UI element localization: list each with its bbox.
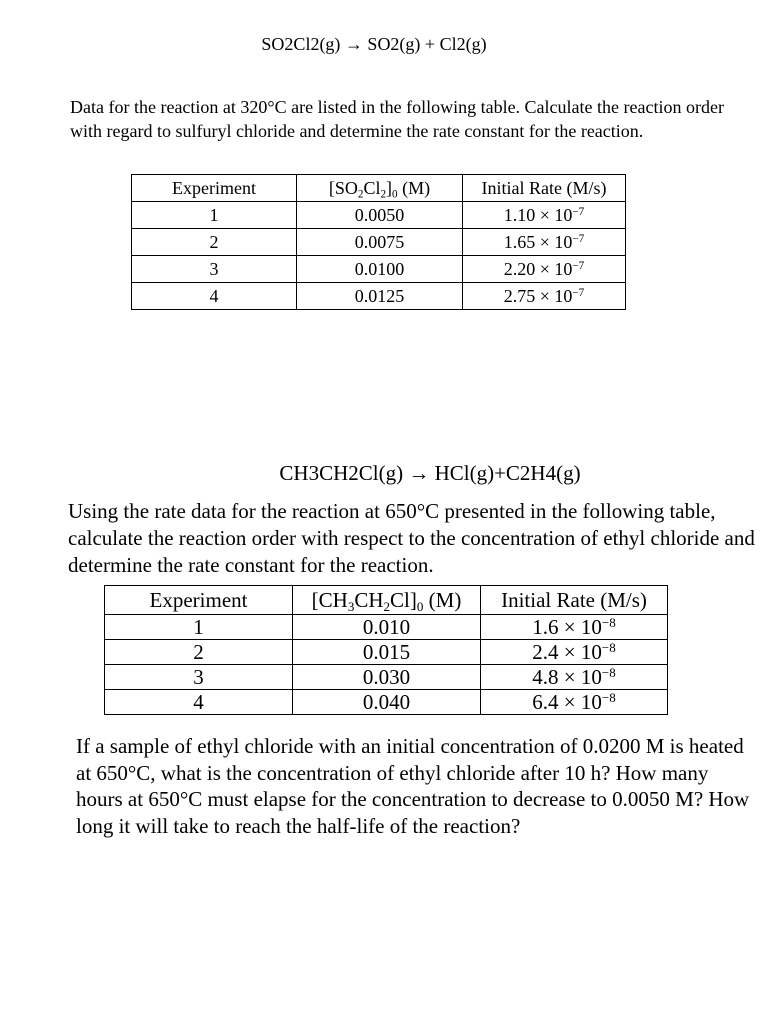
cell-concentration: 0.030 [293,665,481,690]
table-row [132,202,626,229]
table-row [132,283,626,310]
header-initial-rate: Initial Rate (M/s) [481,586,668,615]
followup-question-ethyl-chloride: If a sample of ethyl chloride with an initial concentration of 0.0200 M is heated at 650°C, what is the concentration of ethyl chloride after 10 h? How many hours at 650°C must elapse for the concentration to decrease to 0.0050 M? How long it will take to reach the half-life of the reaction? [76,734,750,838]
cell-experiment: 2 [132,229,297,256]
cell-initial-rate: $6.4 \times 10^{-8}$ [481,690,668,715]
question-ethyl-chloride: Using the rate data for the reaction at 650°C presented in the following table, calculate the reaction order with respect to the concentration of ethyl chloride and determine the rate constant for the reaction. [68,499,755,577]
table-header-row [105,586,668,615]
cell-initial-rate: $1.65 \times 10^{-7}$ [463,229,626,256]
cell-concentration: 0.0100 [297,256,463,283]
header-experiment: Experiment [132,175,297,202]
cell-initial-rate: $2.4 \times 10^{-8}$ [481,640,668,665]
cell-concentration: 0.015 [293,640,481,665]
table-row [132,229,626,256]
rate-table-ethyl-chloride [104,585,668,715]
cell-concentration: 0.0125 [297,283,463,310]
header-concentration: $[CH_3CH_2Cl]_0$ (M) [293,586,481,615]
cell-experiment: 4 [105,690,293,715]
cell-initial-rate: $1.6 \times 10^{-8}$ [481,615,668,640]
header-initial-rate: Initial Rate (M/s) [463,175,626,202]
header-experiment: Experiment [105,586,293,615]
table-header-row [132,175,626,202]
cell-experiment: 3 [132,256,297,283]
cell-experiment: 4 [132,283,297,310]
cell-initial-rate: $4.8 \times 10^{-8}$ [481,665,668,690]
header-concentration: $[SO_2Cl_2]_0$ (M) [297,175,463,202]
equation-sulfuryl-chloride: SO2Cl2(g) → SO2(g) + Cl2(g) [261,34,487,54]
rate-table-sulfuryl-chloride [131,174,626,310]
cell-experiment: 3 [105,665,293,690]
cell-experiment: 1 [105,615,293,640]
cell-concentration: 0.0050 [297,202,463,229]
cell-concentration: 0.040 [293,690,481,715]
question-sulfuryl-chloride: Data for the reaction at 320°C are listed in the following table. Calculate the reaction order with regard to sulfuryl chloride and determine the rate constant for the reaction. [70,97,724,141]
cell-initial-rate: $2.20 \times 10^{-7}$ [463,256,626,283]
table-row [132,256,626,283]
cell-initial-rate: $2.75 \times 10^{-7}$ [463,283,626,310]
equation-ethyl-chloride: CH3CH2Cl(g) → HCl(g)+C2H4(g) [279,461,581,485]
cell-experiment: 1 [132,202,297,229]
table-row [105,690,668,715]
cell-concentration: 0.010 [293,615,481,640]
table-row [105,615,668,640]
table-row [105,665,668,690]
cell-initial-rate: $1.10 \times 10^{-7}$ [463,202,626,229]
cell-concentration: 0.0075 [297,229,463,256]
table-row [105,640,668,665]
cell-experiment: 2 [105,640,293,665]
